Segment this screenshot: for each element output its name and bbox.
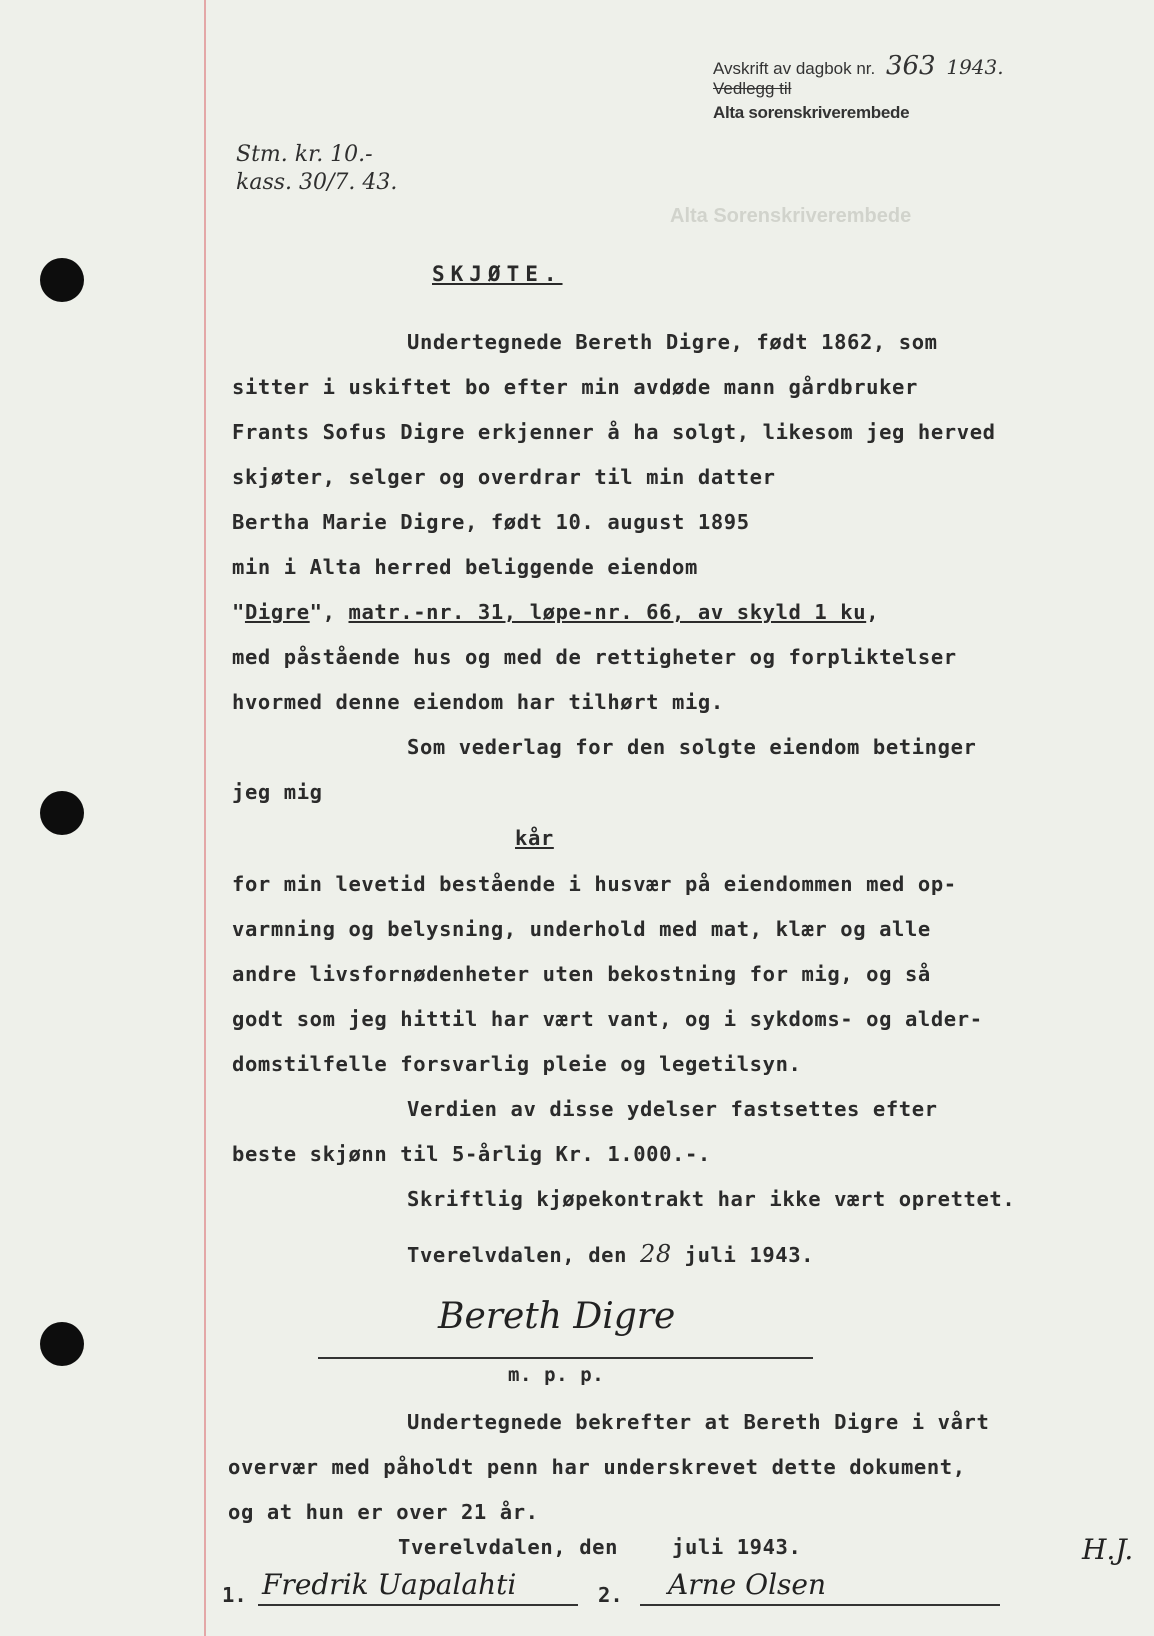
stamp-office: Alta sorenskriverembede — [713, 103, 910, 122]
witness1-number: 1. — [222, 1583, 247, 1607]
place-date-day: 28 — [639, 1240, 672, 1268]
text-line: sitter i uskiftet bo efter min avdøde mann gårdbruker — [232, 375, 918, 399]
place-date — [407, 1240, 814, 1268]
margin-note-line2: kass. 30/7. 43. — [236, 170, 398, 195]
text-line: varmning og belysning, underhold med mat, klær og alle — [232, 917, 931, 941]
text-line: Skriftlig kjøpekontrakt har ikke vært oprettet. — [407, 1187, 1016, 1211]
punch-hole-middle — [40, 791, 84, 835]
text-line: Som vederlag for den solgte eiendom betinger — [407, 735, 977, 759]
quote-open: " — [232, 600, 245, 624]
stamp-year: 1943. — [946, 55, 1004, 79]
witness-date: juli 1943. — [672, 1535, 802, 1559]
property-end: , — [866, 600, 880, 624]
text-line: hvormed denne eiendom har tilhørt mig. — [232, 690, 724, 714]
property-line — [232, 600, 879, 624]
witness1-signature: Fredrik Uapalahti — [262, 1568, 517, 1601]
stamp-struck-prefix: Vedlegg til — [713, 79, 792, 98]
text-line: med påstående hus og med de rettigheter og forpliktelser — [232, 645, 957, 669]
initials: H.J. — [1082, 1533, 1134, 1566]
text-line: Undertegnede Bereth Digre, født 1862, som — [407, 330, 938, 354]
witness-text-line: overvær med påholdt penn har underskrevet dette dokument, — [228, 1455, 966, 1479]
kar-heading: kår — [515, 826, 554, 850]
witness-text-line: Undertegnede bekrefter at Bereth Digre i vårt — [407, 1410, 990, 1434]
property-details: matr.-nr. 31, løpe-nr. 66, av skyld 1 ku — [348, 600, 867, 624]
stamp-number: 363 — [885, 51, 936, 81]
stamp-prefix: Avskrift av — [713, 59, 792, 78]
header-stamp — [713, 51, 1004, 125]
quote-close: ", — [309, 600, 349, 624]
text-line: domstilfelle forsvarlig pleie og legetilsyn. — [232, 1052, 802, 1076]
witness1-line — [258, 1604, 578, 1606]
document-title: SKJØTE. — [432, 262, 563, 286]
witness2-signature: Arne Olsen — [668, 1568, 826, 1601]
signature-bereth-digre: Bereth Digre — [438, 1296, 676, 1337]
text-line: Verdien av disse ydelser fastsettes efter — [407, 1097, 938, 1121]
place-date-prefix: Tverelvdalen, den — [407, 1243, 628, 1267]
signature-line — [318, 1357, 813, 1359]
witness2-line — [640, 1604, 1000, 1606]
place-date-suffix: juli 1943. — [684, 1243, 815, 1267]
text-line: andre livsfornødenheter uten bekostning for mig, og så — [232, 962, 931, 986]
text-line: beste skjønn til 5-årlig Kr. 1.000.-. — [232, 1142, 711, 1166]
text-line: skjøter, selger og overdrar til min datter — [232, 465, 776, 489]
text-line: for min levetid bestående i husvær på eiendommen med op- — [232, 872, 957, 896]
red-margin-line — [204, 0, 206, 1636]
witness2-number: 2. — [598, 1583, 623, 1607]
witness-text-line: og at hun er over 21 år. — [228, 1500, 539, 1524]
property-name: Digre — [244, 600, 310, 624]
punch-hole-bottom — [40, 1322, 84, 1366]
margin-note-line1: Stm. kr. 10.- — [236, 142, 373, 167]
mpp-label: m. p. p. — [508, 1364, 605, 1386]
text-line: min i Alta herred beliggende eiendom — [232, 555, 698, 579]
text-line: Bertha Marie Digre, født 10. august 1895 — [232, 510, 750, 534]
text-line: godt som jeg hittil har vært vant, og i sykdoms- og alder- — [232, 1007, 983, 1031]
text-line: Frants Sofus Digre erkjenner å ha solgt, likesom jeg herved — [232, 420, 996, 444]
stamp-mid: dagbok nr. — [795, 59, 876, 78]
faint-stamp: Alta Sorenskriverembede — [670, 205, 912, 227]
witness-place: Tverelvdalen, den — [398, 1535, 619, 1559]
punch-hole-top — [40, 258, 84, 302]
text-line: jeg mig — [232, 780, 323, 804]
